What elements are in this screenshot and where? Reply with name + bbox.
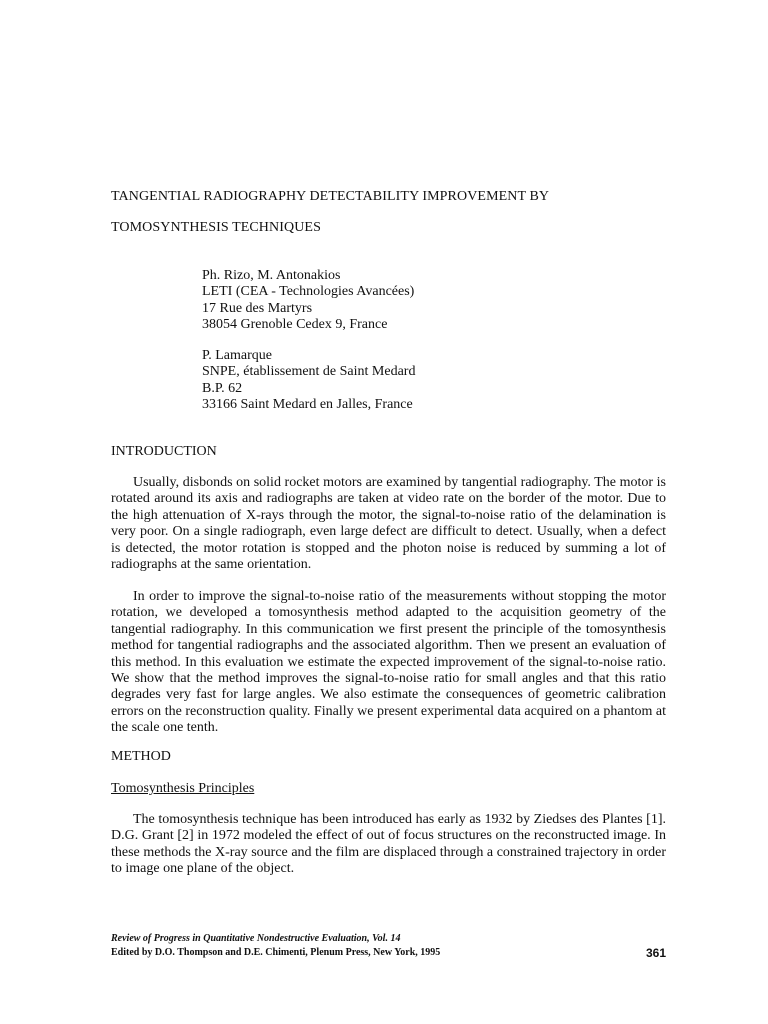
author-street: B.P. 62 — [202, 380, 243, 396]
intro-paragraph-2: In order to improve the signal-to-noise ratio of the measurements without stopping the motor rotation, we developed a tomosynthesis method adapted to the acquisition geometry of the tangential radiography. In this communication we first present the principle of the tomosynthesis method for tangential radiographs and the associated algorithm. Then we present an evaluation of this method. In this evaluation we estimate the expected improvement of the signal-to-noise ratio. We show that the method improves the signal-to-noise ratio for small angles and that this ratio degrades very fast for large angles. We also estimate the consequences of geometric calibration errors on the reconstruction quality. Finally we present experimental data acquired on a phantom at the scale one tenth. — [111, 589, 666, 736]
page-footer — [111, 932, 666, 960]
footer-editor-line: Edited by D.O. Thompson and D.E. Chimenti, Plenum Press, New York, 1995 — [111, 947, 441, 958]
author-names: Ph. Rizo, M. Antonakios — [202, 268, 341, 283]
author-city: 33166 Saint Medard en Jalles, France — [202, 397, 413, 413]
page-number: 361 — [645, 946, 666, 960]
author-names: P. Lamarque — [202, 348, 272, 363]
paper-title-line-2: TOMOSYNTHESIS TECHNIQUES — [111, 220, 321, 235]
author-block-2 — [202, 348, 622, 414]
subsection-heading-tomosynthesis: Tomosynthesis Principles — [111, 781, 255, 796]
author-street: 17 Rue des Martyrs — [202, 300, 313, 316]
paper-title-line-1: TANGENTIAL RADIOGRAPHY DETECTABILITY IMPROVEMENT BY — [111, 189, 550, 204]
author-institution: SNPE, établissement de Saint Medard — [202, 364, 416, 380]
section-heading-introduction: INTRODUCTION — [111, 444, 217, 459]
method-paragraph-1: The tomosynthesis technique has been introduced has early as 1932 by Ziedses des Plantes [1]. D.G. Grant [2] in 1972 modeled the effect of out of focus structures on the reconstructed image. In these methods the X-ray source and the film are displaced through a constrained trajectory in order to image one plane of the object. — [111, 812, 666, 877]
author-city: 38054 Grenoble Cedex 9, France — [202, 317, 388, 333]
section-heading-method: METHOD — [111, 749, 171, 764]
author-institution: LETI (CEA - Technologies Avancées) — [202, 284, 415, 300]
footer-journal-line: Review of Progress in Quantitative Nondestructive Evaluation, Vol. 14 — [111, 933, 401, 944]
intro-paragraph-1: Usually, disbonds on solid rocket motors are examined by tangential radiography. The motor is rotated around its axis and radiographs are taken at video rate on the border of the motor. Due to the high attenuation of X-rays through the motor, the signal-to-noise ratio of the delamination is very poor. On a single radiograph, even large defect are difficult to detect. Usually, when a defect is detected, the motor rotation is stopped and the photon noise is reduced by summing a lot of radiographs at the same orientation. — [111, 475, 666, 573]
author-block-1 — [202, 268, 622, 334]
paper-title — [111, 188, 666, 237]
